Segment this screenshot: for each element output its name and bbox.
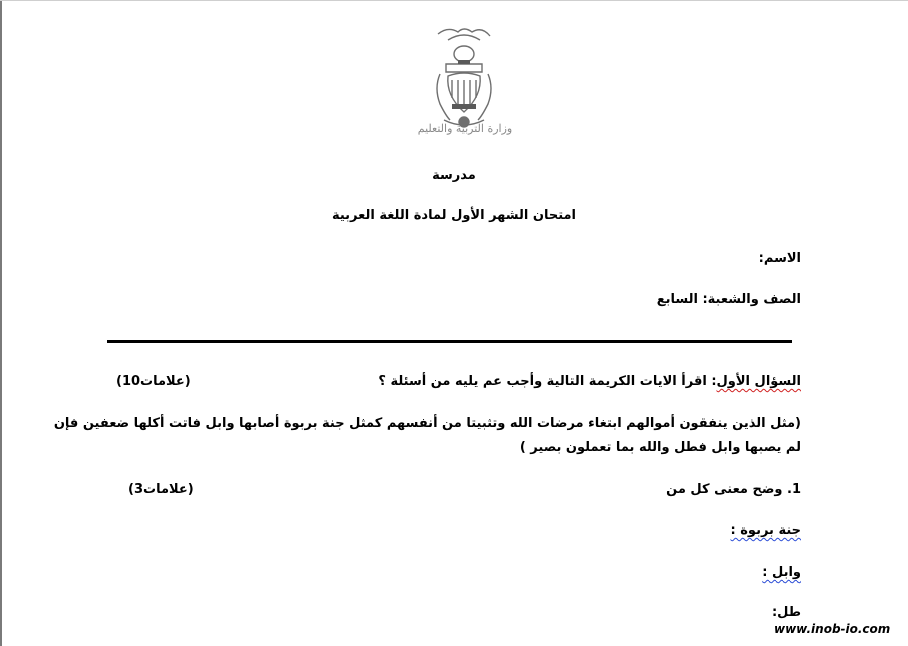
website-watermark: www.inob-io.com: [774, 622, 891, 636]
student-name-label: الاسم:: [758, 251, 801, 266]
subquestion1-label: 1. وضح معنى كل من: [666, 482, 801, 497]
question1-heading: [378, 374, 801, 389]
term-item: طل:: [771, 605, 801, 620]
term-item: [762, 565, 801, 580]
horizontal-divider: [107, 340, 792, 343]
verse-line-2: لم يصبها وابل فطل والله بما تعملون بصير ): [519, 440, 801, 455]
question1-prefix: السؤال الأول: [716, 374, 801, 389]
question1-marks: (10علامات): [116, 374, 191, 389]
page-left-border: [0, 0, 2, 646]
verse-line-1: (مثل الذين ينفقون أموالهم ابتغاء مرضات الله وتثبيتا من أنفسهم كمثل جنة بربوة أصابها وابل فاتت أكلها ضعفين فإن: [53, 416, 801, 431]
subquestion1-marks: (3علامات): [128, 482, 194, 497]
school-label: مدرسة: [432, 168, 476, 183]
ministry-logo-text: وزارة التربية والتعليم: [417, 122, 513, 135]
question1-instruction: : اقرأ الايات الكريمة التالية وأجب عم يليه من أسئلة ؟: [378, 374, 717, 389]
term-item: [731, 523, 801, 538]
term-item-text: وابل :: [762, 565, 801, 580]
page-top-border: [0, 0, 908, 1]
term-item-text: جنة بربوة :: [730, 523, 801, 538]
class-section-label: الصف والشعبة: السابع: [656, 292, 801, 307]
exam-title: امتحان الشهر الأول لمادة اللغة العربية: [331, 208, 577, 223]
